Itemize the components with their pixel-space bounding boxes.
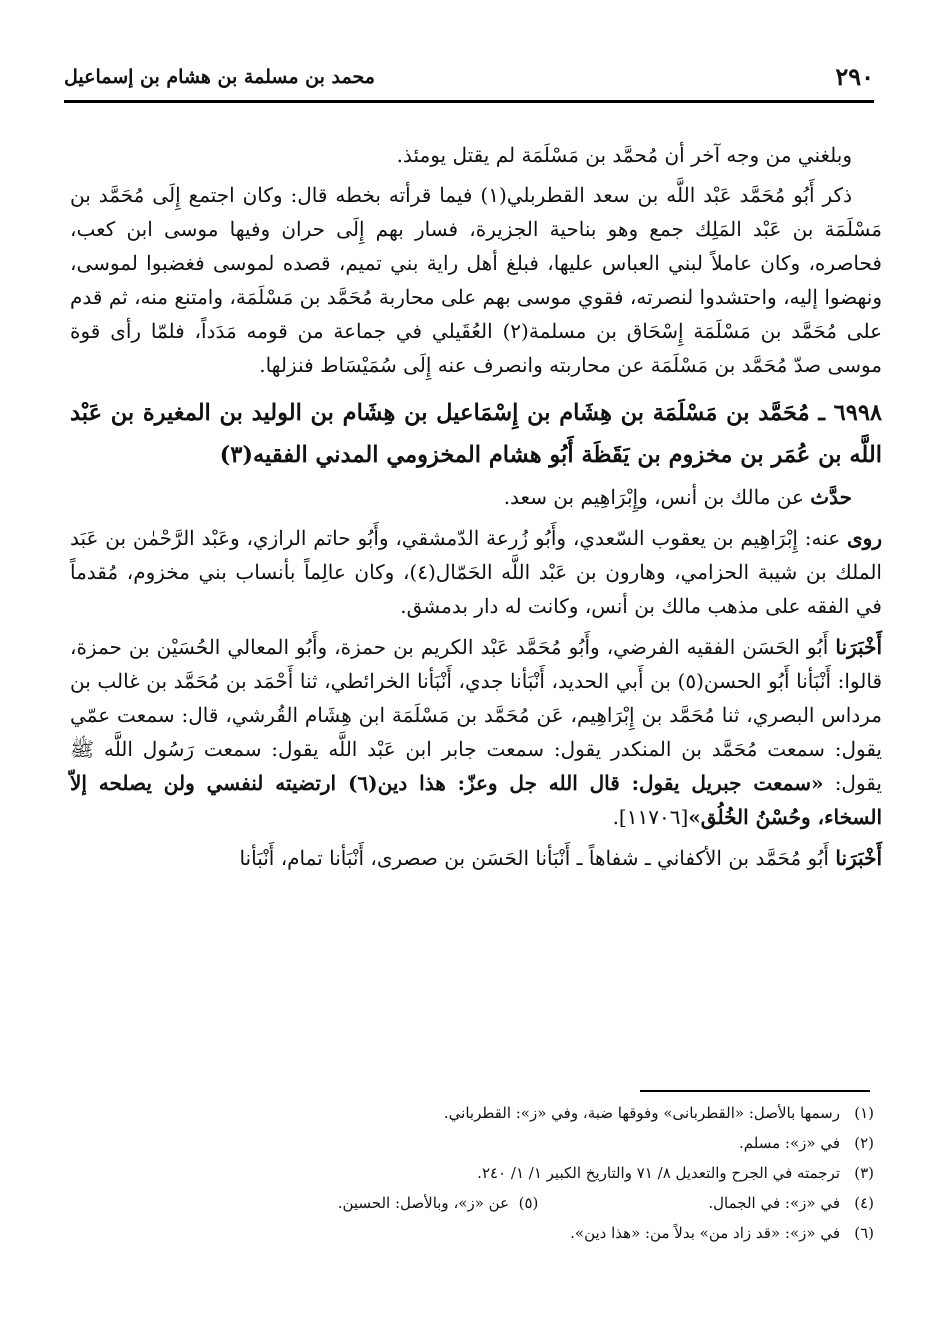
entry-heading: ٦٩٩٨ ـ مُحَمَّد بن مَسْلَمَة بن هِشَام بن إِسْمَاعيل بن هِشَام بن الوليد بن المغيرة بن عَبْد اللَّه بن عُمَر بن مخزوم بن يَقَظَة أَبُو هشام المخزومي المدني الفقيه(٣) [70, 400, 882, 468]
footnote-number: (٥) [518, 1194, 539, 1212]
footnote-text: رسمها بالأصل: «القطربانى» وفوقها ضبة، وفي «ز»: القطرباني. [443, 1104, 840, 1122]
rawa-keyword: روى [847, 526, 882, 550]
isnad-text: أَبُو الحَسَن الفقيه الفرضي، وأَبُو مُحَمَّد عَبْد الكريم بن حمزة، وأَبُو المعالي الحُسَيْن بن حمزة، قالوا: أَنْبَأنا أَبُو الحسن(٥) بن أَبي الحديد، أَنْبَأنا جدي، أَنْبَأنا الخرائطي، ثنا أَحْمَد بن مُحَمَّد بن غالب بن مرداس البصري، ثنا مُحَمَّد بن إِبْرَاهِيم، عَن مُحَمَّد بن مَسْلَمَة ابن هِشَام القُرشي، قال: سمعت عمّي يقول: سمعت مُحَمَّد بن المنكدر يقول: سمعت جابر ابن عَبْد اللَّه يقول: سمعت رَسُول اللَّه ﷺ يقول: [70, 635, 883, 795]
akhbarana-paragraph-1 [70, 630, 882, 834]
akhbarana-paragraph-2 [70, 841, 882, 875]
page-number: ٢٩٠ [835, 62, 874, 91]
akhbarana-keyword: أَخْبَرَنا [835, 635, 882, 659]
footnote-number: (٦) [854, 1224, 874, 1242]
hadath-keyword: حدَّث [810, 485, 852, 509]
footnote-divider [640, 1090, 870, 1092]
footnote-text: عن «ز»، وبالأصل: الحسين. [337, 1194, 510, 1212]
footnote-text: ترجمته في الجرح والتعديل ٨/ ٧١ والتاريخ الكبير ١/ ١/ ٢٤٠. [477, 1164, 840, 1182]
footnote-item [54, 1128, 874, 1158]
footnote-number: (٤) [854, 1194, 874, 1212]
footnote-item [54, 1188, 874, 1218]
footnote-text: في «ز»: في الجمال. [708, 1194, 840, 1212]
footnote-number: (٢) [854, 1134, 874, 1152]
footnote-text: في «ز»: مسلم. [739, 1134, 840, 1152]
rawa-text: عنه: إِبْرَاهِيم بن يعقوب السّعدي، وأَبُو زُرعة الدّمشقي، وأَبُو حاتم الرازي، وعَبْد الرَّحْمٰن بن عَبَد الملك بن شيبة الحزامي، وهارون بن عَبْد اللَّه الحَمّال(٤)، وكان عالِماً بأنساب بني مخزوم، مُقدماً في الفقه على مذهب مالك بن أنس، وكانت له دار بدمشق. [70, 526, 882, 618]
hadith-text: «سمعت جبريل يقول: قال الله جل وعزّ: هذا دين(٦) ارتضيته لنفسي ولن يصلحه إلاّ السخاء، وحُسْنُ الخُلُق» [70, 771, 882, 829]
footnote-number: (٣) [854, 1164, 874, 1182]
rawa-paragraph [70, 521, 882, 623]
paragraph-2: ذكر أَبُو مُحَمَّد عَبْد اللَّه بن سعد القطربلي(١) فيما قرأته بخطه قال: وكان اجتمع إِلَى مُحَمَّد بن مَسْلَمَة بن عَبْد المَلِك جمع وهو بناحية الجزيرة، فسار بهم إِلَى حران وفيها موسى ابن كعب، فحاصره، وكان عاملاً لبني العباس عليها، فبلغ أهل راية بني تميم، قصده لموسى فغضبوا لموسى، ونهضوا إليه، واحتشدوا لنصرته، فقوي موسى بهم على محاربة مُحَمَّد بن مَسْلَمَة، وامتنع منه، ثم قدم على مُحَمَّد بن مَسْلَمَة إِسْحَاق بن مسلمة(٢) العُقَيلي في جماعة من قومه مَدَداً، فلمّا رأى قوة موسى صدّ مُحَمَّد بن مَسْلَمَة عن محاربته وانصرف عنه إِلَى سُمَيْسَاط فنزلها. [70, 183, 883, 377]
hadath-line [70, 480, 882, 514]
akhbarana-keyword: أَخْبَرَنا [835, 846, 882, 870]
hadath-text: عن مالك بن أنس، وإِبْرَاهِيم بن سعد. [503, 485, 811, 509]
main-text [70, 138, 882, 882]
footnote-number: (١) [854, 1104, 874, 1122]
footnote-item [54, 1098, 874, 1128]
page-header [64, 60, 874, 103]
hadith-reference: [١١٧٠٦]. [612, 805, 689, 829]
footnote-item [54, 1158, 874, 1188]
paragraph-1: وبلغني من وجه آخر أن مُحمَّد بن مَسْلَمَة لم يقتل يومئذ. [396, 143, 852, 167]
footnotes [54, 1098, 874, 1248]
isnad-text: أَبُو مُحَمَّد بن الأكفاني ـ شفاهاً ـ أَنْبَأنا الحَسَن بن صصرى، أَنْبَأنا تمام، أَنْبَأنا [239, 846, 836, 870]
running-title: محمد بن مسلمة بن هشام بن إسماعيل [64, 66, 375, 88]
footnote-item [54, 1218, 874, 1248]
footnote-text: في «ز»: «قد زاد من» بدلاً من: «هذا دين». [570, 1224, 840, 1242]
